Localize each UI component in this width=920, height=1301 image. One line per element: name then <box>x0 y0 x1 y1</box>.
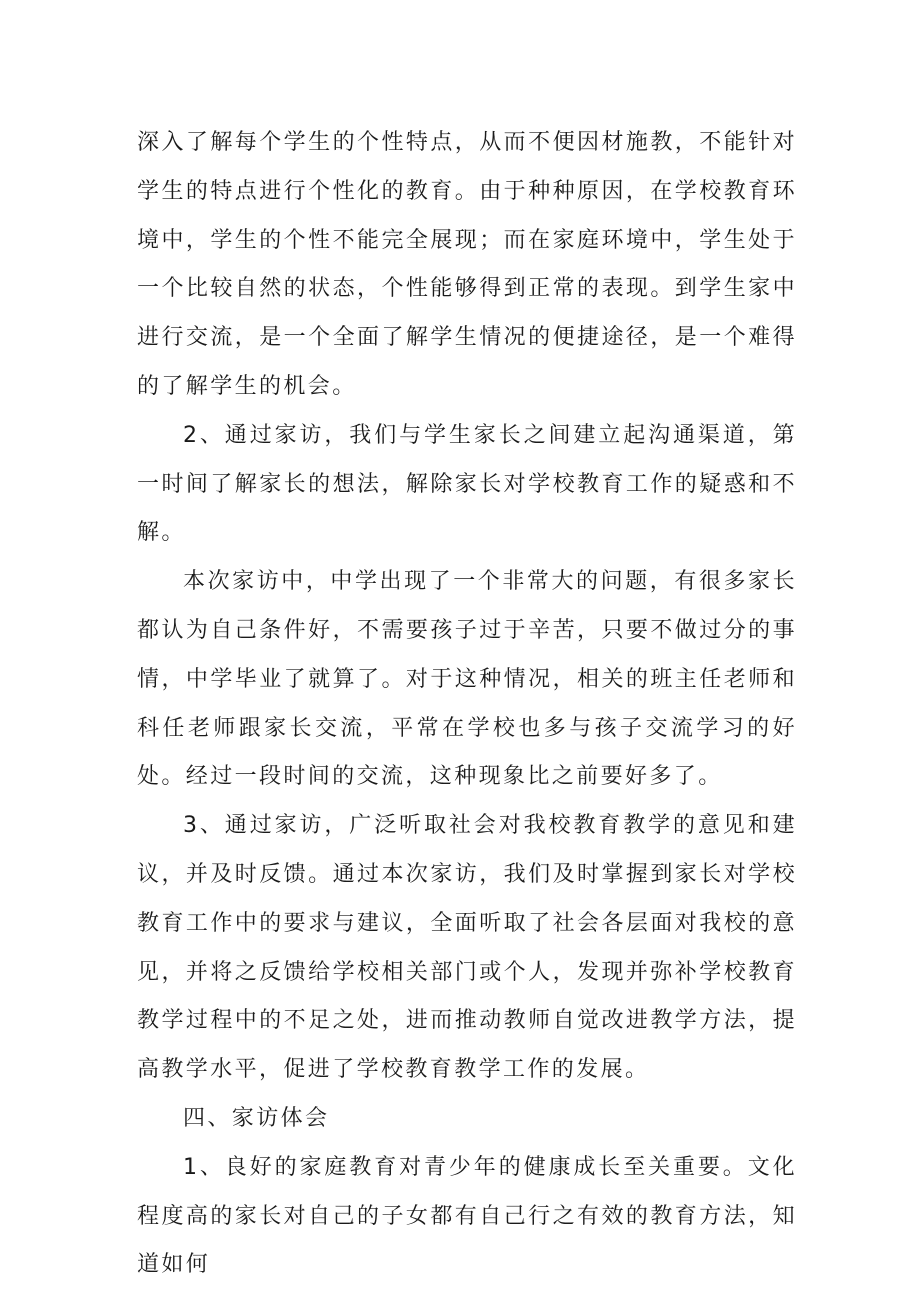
paragraph-continued: 深入了解每个学生的个性特点，从而不便因材施教，不能针对学生的特点进行个性化的教育。由于种种原因，在学校教育环境中，学生的个性不能完全展现；而在家庭环境中，学生处于一个比较自然的状态，个性能够得到正常的表现。到学生家中进行交流，是一个全面了解学生情况的便捷途径，是一个难得的了解学生的机会。 <box>137 130 797 399</box>
document-body <box>137 119 797 1290</box>
section-heading: 四、家访体会 <box>183 1105 330 1131</box>
paragraph-point-2: 2、通过家访，我们与学生家长之间建立起沟通渠道，第一时间了解家长的想法，解除家长对学校教育工作的疑惑和不解。 <box>137 422 797 546</box>
paragraph-point-3: 3、通过家访，广泛听取社会对我校教育教学的意见和建议，并及时反馈。通过本次家访，我们及时掌握到家长对学校教育工作中的要求与建议，全面听取了社会各层面对我校的意见，并将之反馈给学校相关部门或个人，发现并弥补学校教育教学过程中的不足之处，进而推动教师自觉改进教学方法，提高教学水平，促进了学校教育教学工作的发展。 <box>137 813 797 1083</box>
paragraph-experience-1: 1、良好的家庭教育对青少年的健康成长至关重要。文化程度高的家长对自己的子女都有自己行之有效的教育方法，知道如何 <box>137 1154 797 1278</box>
paragraph-case: 本次家访中，中学出现了一个非常大的问题，有很多家长都认为自己条件好，不需要孩子过于辛苦，只要不做过分的事情，中学毕业了就算了。对于这种情况，相关的班主任老师和科任老师跟家长交流，平常在学校也多与孩子交流学习的好处。经过一段时间的交流，这种现象比之前要好多了。 <box>137 569 797 790</box>
